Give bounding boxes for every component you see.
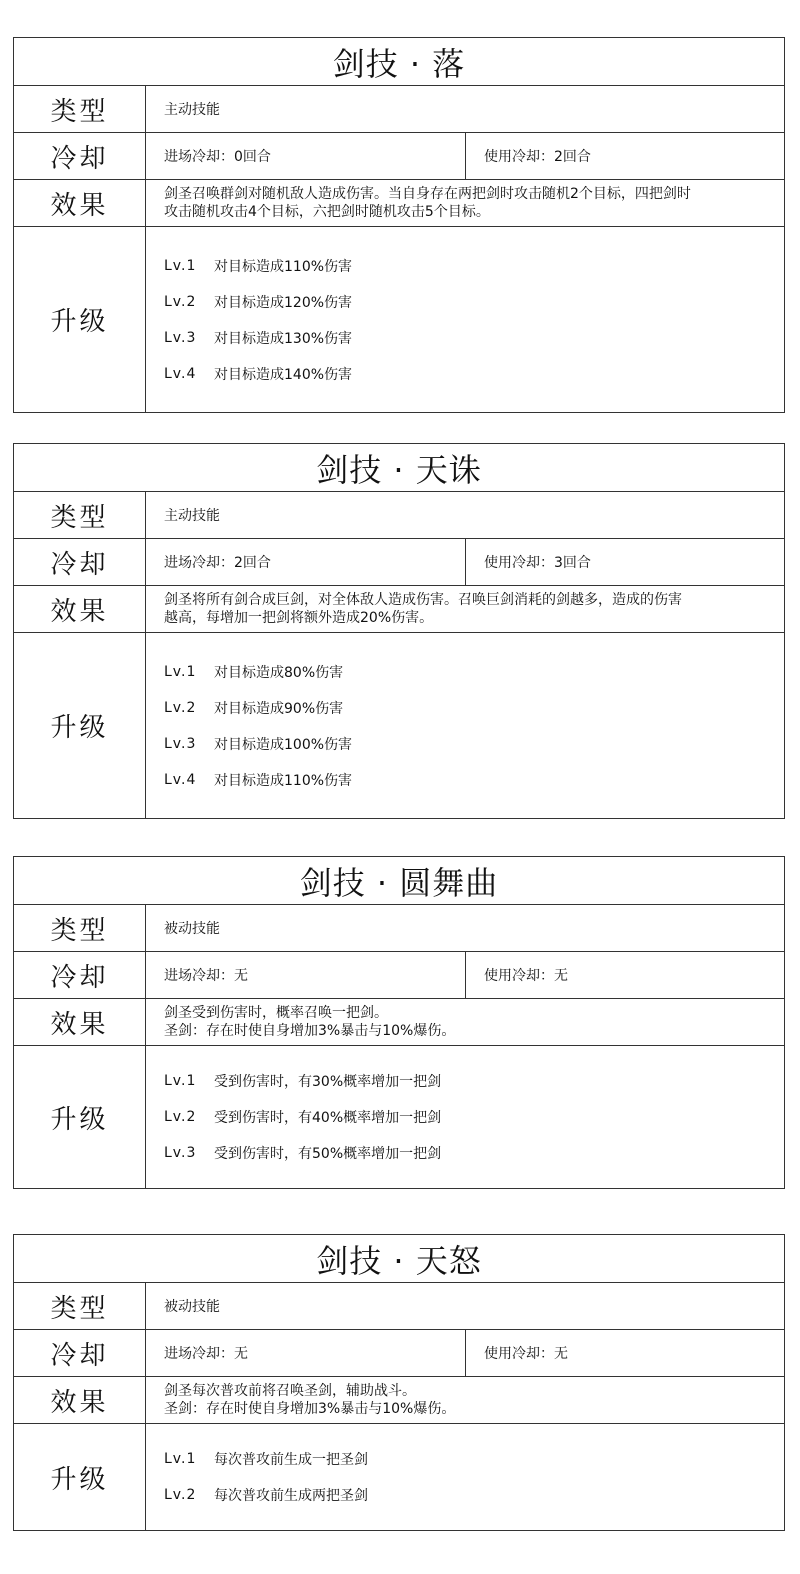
effect-line: 攻击随机攻击4个目标，六把剑时随机攻击5个目标。 bbox=[164, 204, 490, 220]
level-item bbox=[164, 1477, 784, 1513]
level-effect: 对目标造成110%伤害 bbox=[214, 258, 353, 275]
skill-table bbox=[13, 37, 785, 413]
type-row bbox=[14, 904, 784, 951]
skill-title: 剑技 · 圆舞曲 bbox=[299, 863, 499, 902]
cooldown-label: 冷却 bbox=[14, 952, 146, 998]
use-cooldown: 使用冷却：无 bbox=[484, 1346, 568, 1362]
upgrade-row bbox=[14, 1045, 784, 1188]
upgrade-levels bbox=[146, 633, 784, 818]
skill-table bbox=[13, 856, 785, 1189]
effect-label: 效果 bbox=[14, 586, 146, 632]
level-effect: 对目标造成100%伤害 bbox=[214, 736, 353, 753]
level-number: Lv.3 bbox=[164, 329, 197, 346]
level-effect: 受到伤害时，有30%概率增加一把剑 bbox=[214, 1074, 442, 1090]
effect-line: 剑圣将所有剑合成巨剑，对全体敌人造成伤害。召唤巨剑消耗的剑越多，造成的伤害 bbox=[164, 592, 682, 608]
upgrade-label: 升级 bbox=[14, 1046, 146, 1188]
level-item bbox=[164, 1135, 784, 1171]
use-cooldown: 使用冷却：3回合 bbox=[484, 555, 591, 571]
effect-label: 效果 bbox=[14, 999, 146, 1045]
skill-title: 剑技 · 落 bbox=[332, 44, 466, 83]
use-cooldown: 使用冷却：无 bbox=[484, 968, 568, 984]
upgrade-row bbox=[14, 226, 784, 412]
level-number: Lv.4 bbox=[164, 365, 197, 382]
effect-label: 效果 bbox=[14, 180, 146, 226]
level-effect: 对目标造成130%伤害 bbox=[214, 330, 353, 347]
effect-row bbox=[14, 998, 784, 1045]
level-number: Lv.2 bbox=[164, 1487, 197, 1503]
skill-table bbox=[13, 443, 785, 819]
level-item bbox=[164, 248, 784, 284]
type-row bbox=[14, 85, 784, 132]
level-number: Lv.2 bbox=[164, 293, 197, 310]
enter-cooldown: 进场冷却：0回合 bbox=[146, 133, 466, 179]
type-value: 主动技能 bbox=[164, 508, 220, 524]
upgrade-row bbox=[14, 1423, 784, 1530]
skill-title: 剑技 · 天怒 bbox=[316, 1241, 482, 1280]
skill-title: 剑技 · 天诛 bbox=[316, 450, 482, 489]
level-item bbox=[164, 1441, 784, 1477]
type-row bbox=[14, 1282, 784, 1329]
effect-text bbox=[146, 586, 784, 632]
effect-row bbox=[14, 1376, 784, 1423]
cooldown-label: 冷却 bbox=[14, 1330, 146, 1376]
level-effect: 对目标造成140%伤害 bbox=[214, 366, 353, 383]
effect-text bbox=[146, 999, 784, 1045]
upgrade-levels bbox=[146, 1046, 784, 1188]
level-item bbox=[164, 690, 784, 726]
type-label: 类型 bbox=[14, 492, 146, 538]
cooldown-row bbox=[14, 538, 784, 585]
type-value: 被动技能 bbox=[164, 921, 220, 937]
level-item bbox=[164, 726, 784, 762]
type-value: 被动技能 bbox=[164, 1299, 220, 1315]
level-item bbox=[164, 762, 784, 798]
type-label: 类型 bbox=[14, 905, 146, 951]
level-effect: 对目标造成80%伤害 bbox=[214, 664, 344, 681]
effect-line: 圣剑：存在时使自身增加3%暴击与10%爆伤。 bbox=[164, 1401, 456, 1417]
effect-line: 越高，每增加一把剑将额外造成20%伤害。 bbox=[164, 610, 434, 626]
cooldown-row bbox=[14, 951, 784, 998]
level-item bbox=[164, 284, 784, 320]
level-effect: 受到伤害时，有50%概率增加一把剑 bbox=[214, 1146, 442, 1162]
upgrade-label: 升级 bbox=[14, 227, 146, 412]
effect-line: 圣剑：存在时使自身增加3%暴击与10%爆伤。 bbox=[164, 1023, 456, 1039]
level-effect: 对目标造成120%伤害 bbox=[214, 294, 353, 311]
level-item bbox=[164, 654, 784, 690]
enter-cooldown: 进场冷却：无 bbox=[146, 1330, 466, 1376]
type-row bbox=[14, 491, 784, 538]
type-label: 类型 bbox=[14, 86, 146, 132]
level-number: Lv.2 bbox=[164, 699, 197, 716]
level-number: Lv.3 bbox=[164, 735, 197, 752]
level-number: Lv.4 bbox=[164, 771, 197, 788]
effect-label: 效果 bbox=[14, 1377, 146, 1423]
type-value: 主动技能 bbox=[164, 102, 220, 118]
level-number: Lv.1 bbox=[164, 663, 197, 680]
effect-row bbox=[14, 179, 784, 226]
level-effect: 每次普攻前生成一把圣剑 bbox=[214, 1452, 368, 1468]
effect-row bbox=[14, 585, 784, 632]
cooldown-label: 冷却 bbox=[14, 133, 146, 179]
effect-text bbox=[146, 1377, 784, 1423]
level-number: Lv.1 bbox=[164, 1073, 197, 1089]
cooldown-label: 冷却 bbox=[14, 539, 146, 585]
level-effect: 对目标造成110%伤害 bbox=[214, 772, 353, 789]
cooldown-row bbox=[14, 132, 784, 179]
level-number: Lv.3 bbox=[164, 1145, 197, 1161]
effect-line: 剑圣每次普攻前将召唤圣剑，辅助战斗。 bbox=[164, 1383, 416, 1399]
level-item bbox=[164, 1099, 784, 1135]
level-number: Lv.1 bbox=[164, 257, 197, 274]
skill-table bbox=[13, 1234, 785, 1531]
level-effect: 每次普攻前生成两把圣剑 bbox=[214, 1488, 368, 1504]
level-item bbox=[164, 1063, 784, 1099]
cooldown-row bbox=[14, 1329, 784, 1376]
upgrade-levels bbox=[146, 1424, 784, 1530]
enter-cooldown: 进场冷却：2回合 bbox=[146, 539, 466, 585]
upgrade-levels bbox=[146, 227, 784, 412]
upgrade-label: 升级 bbox=[14, 633, 146, 818]
upgrade-label: 升级 bbox=[14, 1424, 146, 1530]
type-label: 类型 bbox=[14, 1283, 146, 1329]
enter-cooldown: 进场冷却：无 bbox=[146, 952, 466, 998]
effect-line: 剑圣受到伤害时，概率召唤一把剑。 bbox=[164, 1005, 388, 1021]
level-item bbox=[164, 356, 784, 392]
use-cooldown: 使用冷却：2回合 bbox=[484, 149, 591, 165]
upgrade-row bbox=[14, 632, 784, 818]
level-item bbox=[164, 320, 784, 356]
level-number: Lv.1 bbox=[164, 1451, 197, 1467]
effect-line: 剑圣召唤群剑对随机敌人造成伤害。当自身存在两把剑时攻击随机2个目标，四把剑时 bbox=[164, 186, 691, 202]
level-number: Lv.2 bbox=[164, 1109, 197, 1125]
level-effect: 对目标造成90%伤害 bbox=[214, 700, 344, 717]
level-effect: 受到伤害时，有40%概率增加一把剑 bbox=[214, 1110, 442, 1126]
effect-text bbox=[146, 180, 784, 226]
